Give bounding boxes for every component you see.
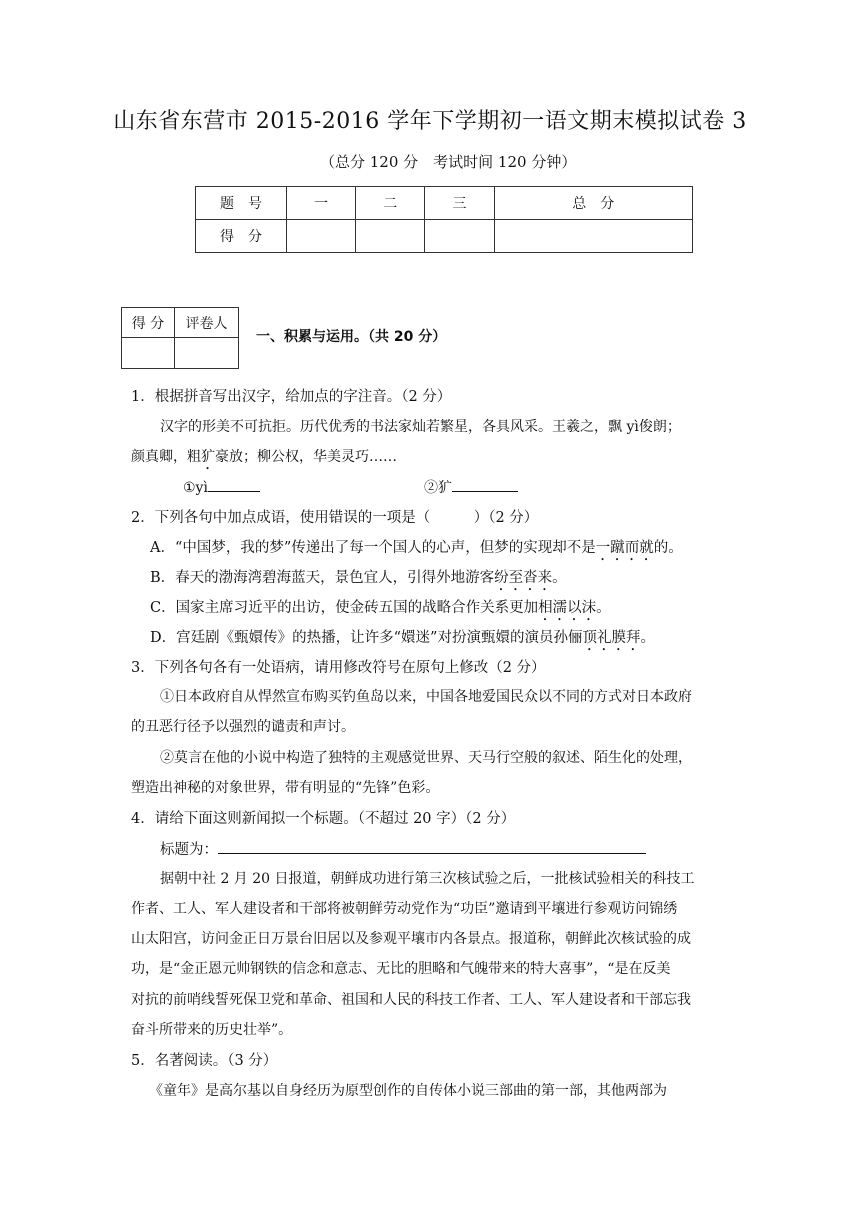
question-1-line-1: 汉字的形美不可抗拒。历代优秀的书法家灿若繁星，各具风采。王羲之，飘 yì俊朗；	[160, 419, 681, 435]
question-2-option-c[interactable]: C．国家主席习近平的出访，使金砖五国的战略合作关系更加相濡以沫。	[150, 600, 611, 616]
question-5-line-1: 《童年》是高尔基以自身经历为原型创作的自传体小说三部曲的第一部，其他两部为	[149, 1083, 667, 1099]
score-table-score-row	[196, 220, 693, 253]
question-3-sentence-2-cont: 塑造出神秘的对象世界，带有明显的“先锋”色彩。	[131, 780, 440, 796]
question-1-stem: 1．根据拼音写出汉字，给加点的字注音。（2 分）	[131, 389, 452, 405]
score-cell[interactable]	[356, 220, 425, 253]
score-cell[interactable]	[425, 220, 494, 253]
question-4-title-field: 标题为：	[160, 838, 646, 859]
score-header-cell: 一	[287, 187, 356, 220]
score-header-cell: 二	[356, 187, 425, 220]
score-row-label: 得 分	[196, 220, 287, 253]
score-cell[interactable]	[494, 220, 692, 253]
score-header-cell: 总 分	[494, 187, 692, 220]
question-5-stem: 5．名著阅读。（3 分）	[131, 1053, 278, 1069]
section-one-title: 一、积累与运用。（共 20 分）	[256, 329, 447, 345]
question-2-option-a[interactable]: A．“中国梦，我的梦”传递出了每一个国人的心声，但梦的实现却不是一蹴而就的。	[150, 540, 683, 556]
exam-subtitle: （总分 120 分 考试时间 120 分钟）	[320, 153, 577, 171]
question-3-sentence-2: ②莫言在他的小说中构造了独特的主观感觉世界、天马行空般的叙述、陌生化的处理，	[160, 750, 692, 766]
news-line: 对抗的前哨线誓死保卫党和革命、祖国和人民的科技工作者、工人、军人建设者和干部忘我	[131, 992, 691, 1008]
question-1-line-2: 颜真卿，粗犷豪放；柳公权，华美灵巧……	[131, 449, 397, 465]
grader-score-label: 得 分	[122, 308, 175, 338]
news-line: 据朝中社 2 月 20 日报道，朝鲜成功进行第三次核试验之后，一批核试验相关的科技工	[160, 871, 695, 887]
dotted-character: 犷	[201, 449, 215, 465]
question-3-stem: 3．下列各句各有一处语病，请用修改符号在原句上修改（2 分）	[131, 660, 546, 676]
exam-title: 山东省东营市 2015-2016 学年下学期初一语文期末模拟试卷 3	[113, 109, 747, 134]
news-line: 作者、工人、军人建设者和干部将被朝鲜劳动党作为“功臣”邀请到平壤进行参观访问锦绣	[131, 901, 678, 917]
grader-name-cell[interactable]	[175, 338, 239, 369]
question-3-sentence-1: ①日本政府自从悍然宣布购买钓鱼岛以来，中国各地爱国民众以不同的方式对日本政府	[160, 689, 692, 705]
news-line: 奋斗所带来的历史壮举”。	[131, 1022, 293, 1038]
grader-box	[121, 307, 239, 369]
question-1-blank-2: ②犷	[424, 477, 518, 497]
grader-name-label: 评卷人	[175, 308, 239, 338]
score-cell[interactable]	[287, 220, 356, 253]
title-answer-blank[interactable]	[218, 839, 646, 854]
question-1-blank-1: ①yì	[183, 477, 260, 496]
question-3-sentence-1-cont: 的丑恶行径予以强烈的谴责和声讨。	[131, 719, 355, 735]
news-line: 山太阳宫，访问金正日万景台旧居以及参观平壤市内各景点。报道称，朝鲜此次核试验的成	[131, 931, 691, 947]
question-2-option-b[interactable]: B．春天的渤海湾碧海蓝天，景色宜人，引得外地游客纷至沓来。	[150, 570, 567, 586]
score-table	[195, 186, 693, 253]
answer-blank[interactable]	[452, 477, 518, 492]
score-table-header-row	[196, 187, 693, 220]
question-2-option-d[interactable]: D．宫廷剧《甄嬛传》的热播，让许多“嬛迷”对扮演甄嬛的演员孙俪顶礼膜拜。	[150, 630, 655, 646]
score-header-cell: 题 号	[196, 187, 287, 220]
score-header-cell: 三	[425, 187, 494, 220]
question-4-stem: 4．请给下面这则新闻拟一个标题。（不超过 20 字）（2 分）	[131, 811, 516, 827]
question-2-stem: 2．下列各句中加点成语，使用错误的一项是（ ）（2 分）	[131, 510, 539, 526]
news-line: 功，是“金正恩元帅钢铁的信念和意志、无比的胆略和气魄带来的特大喜事”，“是在反美	[131, 961, 671, 977]
answer-blank[interactable]	[208, 477, 260, 492]
grader-score-cell[interactable]	[122, 338, 175, 369]
